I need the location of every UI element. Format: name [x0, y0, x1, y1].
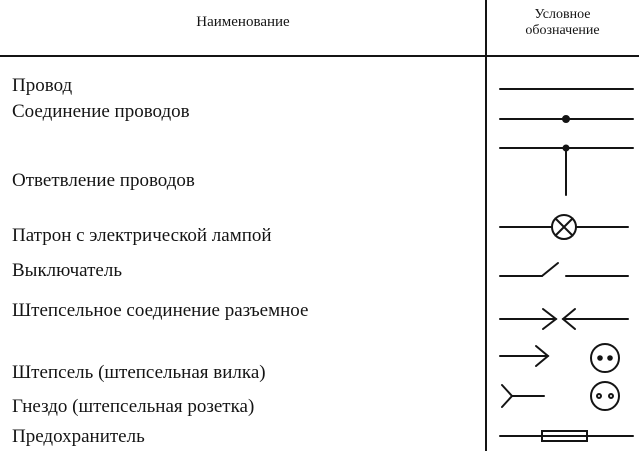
symbols-column [487, 0, 639, 451]
row-label-wire: Провод [12, 75, 73, 96]
row-label-lamp-socket: Патрон с электрической лампой [12, 225, 272, 246]
lamp-socket-symbol [500, 215, 628, 239]
switch-symbol [500, 263, 628, 276]
row-label-wire-connection: Соединение проводов [12, 101, 190, 122]
row-label-plug: Штепсель (штепсельная вилка) [12, 362, 266, 383]
socket-symbol [502, 382, 619, 410]
detachable-plug-connection-symbol [500, 309, 628, 329]
column-header-symbol-line1: Условное [534, 7, 591, 22]
plug-symbol [500, 344, 619, 372]
fuse-symbol [500, 431, 633, 441]
column-header-name [0, 14, 486, 31]
row-label-switch: Выключатель [12, 260, 123, 281]
row-label-wire-branch: Ответвление проводов [12, 170, 195, 191]
wire-branch-symbol [500, 146, 633, 196]
wire-connection-symbol [500, 116, 633, 122]
row-label-fuse: Предохранитель [12, 426, 145, 447]
row-label-socket: Гнездо (штепсельная розетка) [12, 396, 255, 417]
row-label-detachable-plug-connection: Штепсельное соединение разъемное [12, 300, 309, 321]
column-header-name-text: Наименование [196, 14, 290, 30]
column-header-symbol-line2: обозначение [525, 23, 600, 39]
